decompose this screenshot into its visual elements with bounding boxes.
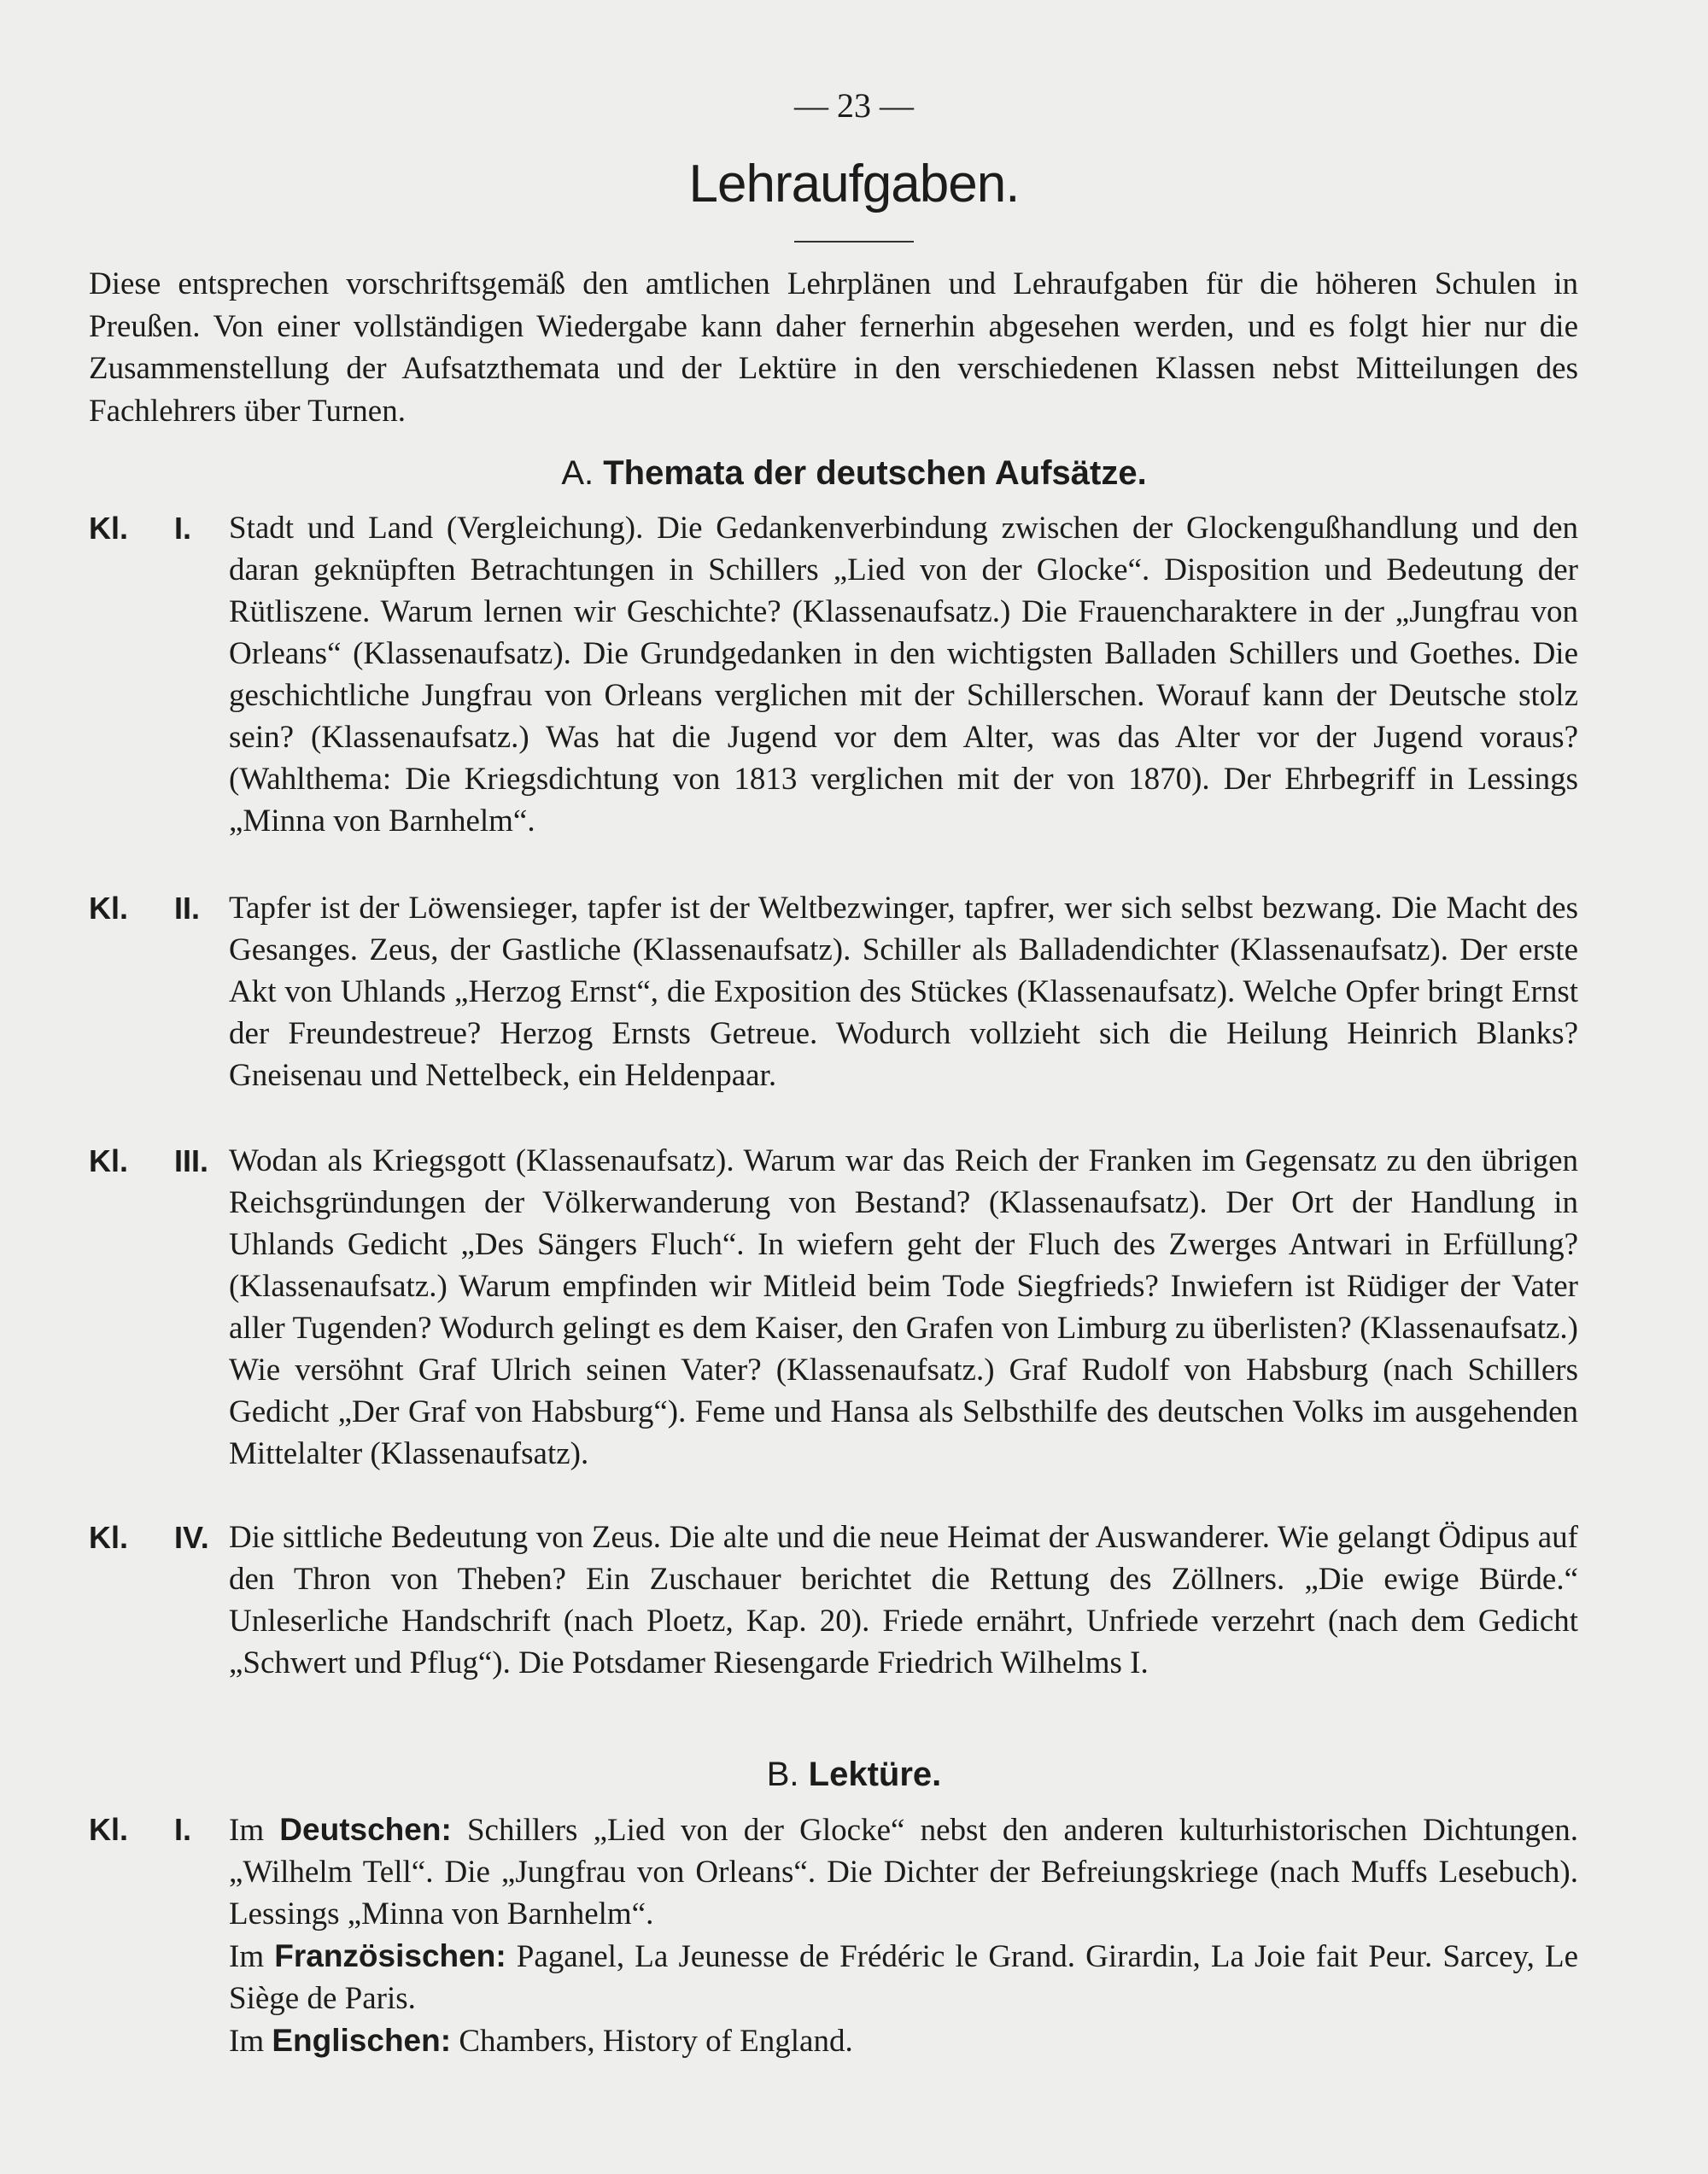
page-title: Lehraufgaben. — [688, 155, 1020, 213]
class-label: Kl. I. — [89, 1812, 192, 1847]
class-entry-III — [89, 1140, 1578, 1475]
section-a-title: Themata der deutschen Aufsätze. — [603, 454, 1147, 492]
lektuere-englisch: Im Englischen: Chambers, History of England. — [229, 2023, 853, 2059]
section-a-heading — [0, 454, 1708, 493]
class-themes-text: Wodan als Kriegsgott (Klassenaufsatz). Warum war das Reich der Franken im Gegensatz zu den übrigen Reichsgründungen der Völkerwanderung von Bestand? (Klassenaufsatz). Der Ort der Handlung in Uhlands Gedicht „Des Sängers Fluch“. In wiefern geht der Fluch des Zwerges Antwari in Erfüllung? (Klassenaufsatz.) Warum empfinden wir Mitleid beim Tode Siegfrieds? Inwiefern ist Rüdiger der Vater aller Tugenden? Wodurch gelingt es dem Kaiser, den Grafen von Limburg zu überlisten? (Klassenaufsatz.) Wie versöhnt Graf Ulrich seinen Vater? (Klassenaufsatz.) Graf Rudolf von Habsburg (nach Schillers Gedicht „Der Graf von Habsburg“). Feme und Hansa als Selbsthilfe des deutschen Volks im ausgehenden Mittelalter (Klassenaufsatz). — [229, 1143, 1578, 1471]
class-entry-I — [89, 507, 1578, 842]
class-label: Kl. I. — [89, 511, 192, 546]
section-b-title: Lektüre. — [808, 1756, 942, 1793]
lektuere-list — [229, 1809, 1578, 2062]
title-underline — [794, 241, 914, 243]
section-b-heading — [0, 1756, 1708, 1794]
class-entry-II — [89, 887, 1578, 1096]
class-entry-IV — [89, 1517, 1578, 1684]
class-label: Kl. III. — [89, 1143, 209, 1178]
lektuere-franzoesisch: Im Französischen: Paganel, La Jeunesse de Frédéric le Grand. Girardin, La Joie fait Peur. Sarcey, Le Siège de Paris. — [229, 1938, 1579, 2016]
class-label: Kl. II. — [89, 891, 201, 926]
section-a-letter: A. — [561, 454, 594, 492]
lektuere-deutsch: Im Deutschen: Schillers „Lied von der Glocke“ nebst den anderen kulturhistorischen Dichtungen. „Wilhelm Tell“. Die „Jungfrau von Orleans“. Die Dichter der Befreiungskriege (nach Muffs Lesebuch). Lessings „Minna von Barnhelm“. — [229, 1812, 1579, 1931]
lektuere-entry-I — [89, 1809, 1578, 2062]
class-themes-text: Tapfer ist der Löwensieger, tapfer ist der Weltbezwinger, tapfrer, wer sich selbst bezwang. Die Macht des Gesanges. Zeus, der Gastliche (Klassenaufsatz). Schiller als Balladendichter (Klassenaufsatz). Der erste Akt von Uhlands „Herzog Ernst“, die Exposition des Stückes (Klassenaufsatz). Welche Opfer bringt Ernst der Freundestreue? Herzog Ernsts Getreue. Wodurch vollzieht sich die Heilung Heinrich Blanks? Gneisenau und Nettelbeck, ein Heldenpaar. — [229, 891, 1578, 1093]
class-label: Kl. IV. — [89, 1520, 209, 1555]
intro-paragraph: Diese entsprechen vorschriftsgemäß den amtlichen Lehrplänen und Lehraufgaben für die höheren Schulen in Preußen. Von einer vollständigen Wiedergabe kann daher fernerhin abgesehen werden, und es folgt hier nur die Zusammenstellung der Aufsatzthemata und der Lektüre in den verschiedenen Klassen nebst Mitteilungen des Fachlehrers über Turnen. — [89, 266, 1578, 429]
class-themes-text: Die sittliche Bedeutung von Zeus. Die alte und die neue Heimat der Auswanderer. Wie gelangt Ödipus auf den Thron von Theben? Ein Zuschauer berichtet die Rettung des Zöllners. „Die ewige Bürde.“ Unleserliche Handschrift (nach Ploetz, Kap. 20). Friede ernährt, Unfriede verzehrt (nach dem Gedicht „Schwert und Pflug“). Die Potsdamer Riesengarde Friedrich Wilhelms I. — [229, 1520, 1578, 1680]
class-themes-text: Stadt und Land (Vergleichung). Die Gedankenverbindung zwischen der Glockengußhandlung und den daran geknüpften Betrachtungen in Schillers „Lied von der Glocke“. Disposition und Bedeutung der Rütliszene. Warum lernen wir Geschichte? (Klassenaufsatz.) Die Frauencharaktere in der „Jungfrau von Orleans“ (Klassenaufsatz). Die Grundgedanken in den wichtigsten Balladen Schillers und Goethes. Die geschichtliche Jungfrau von Orleans verglichen mit der Schillerschen. Worauf kann der Deutsche stolz sein? (Klassenaufsatz.) Was hat die Jugend vor dem Alter, was das Alter vor der Jugend voraus? (Wahlthema: Die Kriegsdichtung von 1813 verglichen mit der von 1870). Der Ehrbegriff in Lessings „Minna von Barnhelm“. — [229, 511, 1578, 839]
page-number: — 23 — — [794, 86, 914, 125]
section-b-letter: B. — [766, 1756, 799, 1793]
